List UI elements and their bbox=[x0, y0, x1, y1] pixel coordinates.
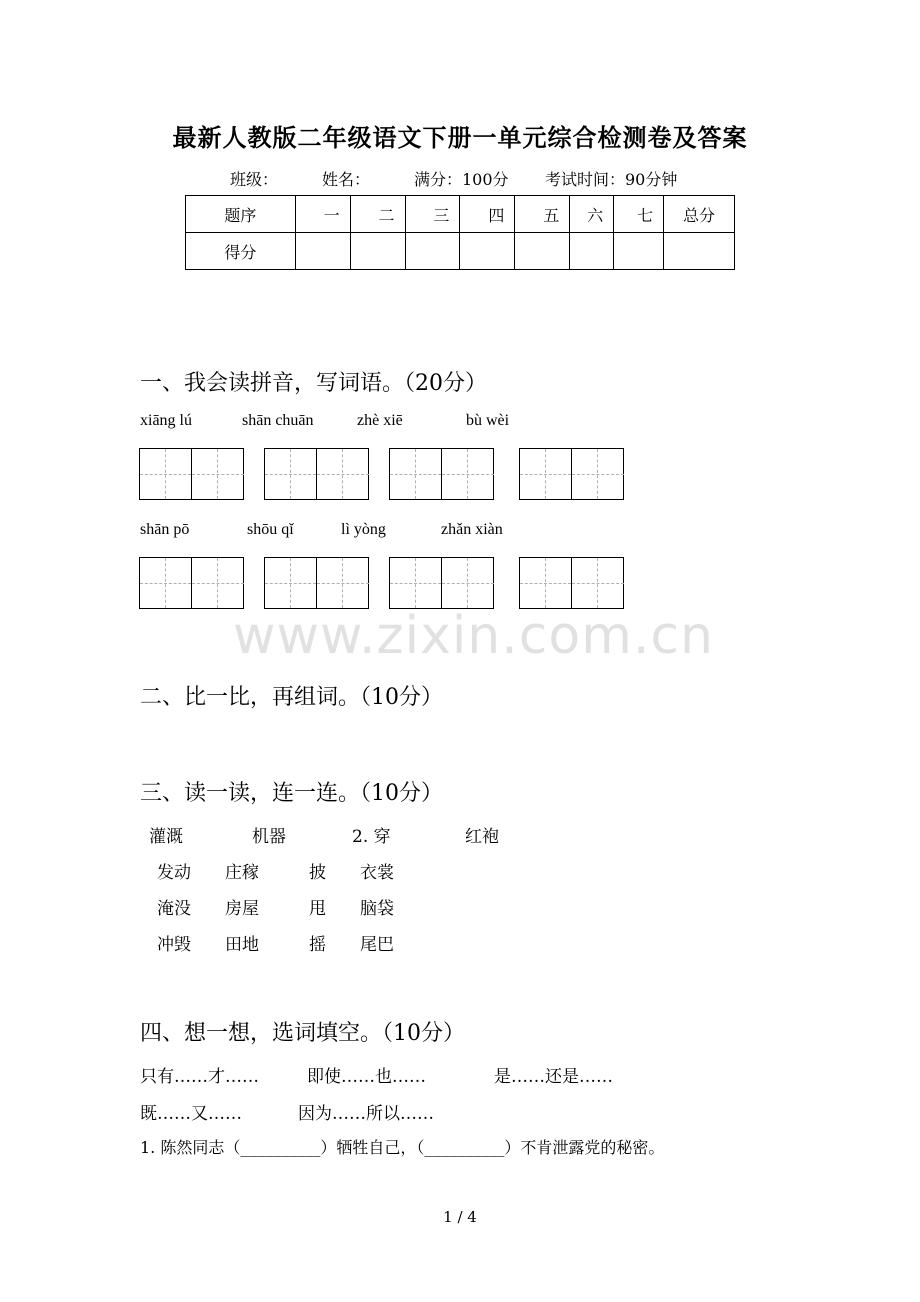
writing-grid[interactable] bbox=[139, 448, 244, 500]
score-input-cell[interactable] bbox=[614, 233, 664, 270]
conjunction-option: 只有……才…… bbox=[140, 1067, 259, 1087]
score-table-header-cell: 题序 bbox=[186, 196, 296, 233]
writing-cell[interactable] bbox=[265, 558, 317, 608]
score-table-header-cell: 总分 bbox=[664, 196, 735, 233]
score-input-cell[interactable] bbox=[460, 233, 515, 270]
match-word[interactable]: 机器 bbox=[252, 827, 286, 847]
exam-time-label: 考试时间：90分钟 bbox=[545, 170, 678, 189]
score-input-cell[interactable] bbox=[515, 233, 570, 270]
match-word[interactable]: 灌溉 bbox=[149, 827, 183, 847]
writing-cell[interactable] bbox=[520, 449, 572, 499]
match-word[interactable]: 田地 bbox=[225, 935, 259, 955]
score-table-score-row bbox=[186, 233, 735, 270]
writing-grid[interactable] bbox=[139, 557, 244, 609]
score-table bbox=[185, 195, 735, 270]
writing-cell[interactable] bbox=[192, 558, 244, 608]
score-table-header-cell: 四 bbox=[460, 196, 515, 233]
score-table-header-cell: 一 bbox=[295, 196, 350, 233]
writing-cell[interactable] bbox=[572, 558, 624, 608]
full-score-label: 满分：100分 bbox=[414, 170, 509, 189]
score-input-cell[interactable] bbox=[350, 233, 405, 270]
writing-cell[interactable] bbox=[265, 449, 317, 499]
match-word[interactable]: 冲毁 bbox=[157, 935, 191, 955]
score-table-header-cell: 五 bbox=[515, 196, 570, 233]
match-word[interactable]: 淹没 bbox=[157, 899, 191, 919]
fill-blank-question[interactable]: 1. 陈然同志（__________）牺牲自己，（__________）不肯泄露党的秘密。 bbox=[140, 1138, 665, 1157]
writing-cell[interactable] bbox=[390, 558, 442, 608]
score-table-header-cell: 二 bbox=[350, 196, 405, 233]
section4-heading: 四、想一想，选词填空。（10分） bbox=[140, 1021, 465, 1046]
writing-grid[interactable] bbox=[519, 448, 624, 500]
pinyin-label: zhè xiē bbox=[357, 412, 403, 429]
section3-heading: 三、读一读，连一连。（10分） bbox=[140, 781, 443, 806]
writing-grid[interactable] bbox=[389, 557, 494, 609]
section2-heading: 二、比一比，再组词。（10分） bbox=[140, 685, 443, 710]
match-word[interactable]: 发动 bbox=[157, 863, 191, 883]
match-word[interactable]: 庄稼 bbox=[225, 863, 259, 883]
match-word[interactable]: 房屋 bbox=[225, 899, 259, 919]
writing-cell[interactable] bbox=[192, 449, 244, 499]
page-number: 1 / 4 bbox=[443, 1208, 477, 1226]
score-input-cell[interactable] bbox=[405, 233, 460, 270]
writing-cell[interactable] bbox=[140, 449, 192, 499]
pinyin-label: lì yòng bbox=[341, 521, 386, 538]
conjunction-option: 即使……也…… bbox=[307, 1067, 426, 1087]
match-word[interactable]: 尾巴 bbox=[360, 935, 394, 955]
score-input-cell[interactable] bbox=[570, 233, 614, 270]
pinyin-label: shān chuān bbox=[242, 412, 314, 429]
pinyin-label: shān pō bbox=[140, 521, 190, 538]
writing-cell[interactable] bbox=[442, 558, 494, 608]
writing-cell[interactable] bbox=[140, 558, 192, 608]
match-word[interactable]: 摇 bbox=[309, 935, 326, 955]
match-word[interactable]: 红袍 bbox=[465, 827, 499, 847]
pinyin-label: xiāng lú bbox=[140, 412, 192, 429]
match-word[interactable]: 披 bbox=[309, 863, 326, 883]
conjunction-option: 因为……所以…… bbox=[298, 1104, 434, 1124]
class-label: 班级： bbox=[230, 170, 279, 189]
writing-cell[interactable] bbox=[520, 558, 572, 608]
writing-cell[interactable] bbox=[572, 449, 624, 499]
writing-grid[interactable] bbox=[519, 557, 624, 609]
writing-cell[interactable] bbox=[317, 558, 369, 608]
match-word[interactable]: 2. 穿 bbox=[352, 827, 391, 847]
writing-cell[interactable] bbox=[390, 449, 442, 499]
score-table-header-row bbox=[186, 196, 735, 233]
score-table-header-cell: 七 bbox=[614, 196, 664, 233]
conjunction-option: 是……还是…… bbox=[494, 1067, 613, 1087]
conjunction-option: 既……又…… bbox=[140, 1104, 242, 1124]
pinyin-label: shōu qǐ bbox=[247, 521, 294, 538]
name-label: 姓名： bbox=[322, 170, 371, 189]
score-table-header-cell: 六 bbox=[570, 196, 614, 233]
writing-grid[interactable] bbox=[264, 448, 369, 500]
watermark: www.zixin.com.cn bbox=[233, 606, 714, 666]
score-row-label: 得分 bbox=[186, 233, 296, 270]
page-title: 最新人教版二年级语文下册一单元综合检测卷及答案 bbox=[172, 123, 748, 152]
writing-cell[interactable] bbox=[442, 449, 494, 499]
section1-heading: 一、我会读拼音，写词语。（20分） bbox=[140, 371, 487, 396]
writing-cell[interactable] bbox=[317, 449, 369, 499]
score-input-cell[interactable] bbox=[295, 233, 350, 270]
writing-grid[interactable] bbox=[264, 557, 369, 609]
score-input-cell[interactable] bbox=[664, 233, 735, 270]
writing-grid[interactable] bbox=[389, 448, 494, 500]
match-word[interactable]: 脑袋 bbox=[360, 899, 394, 919]
pinyin-label: bù wèi bbox=[466, 412, 510, 429]
score-table-header-cell: 三 bbox=[405, 196, 460, 233]
match-word[interactable]: 甩 bbox=[309, 899, 326, 919]
match-word[interactable]: 衣裳 bbox=[360, 863, 394, 883]
pinyin-label: zhǎn xiàn bbox=[441, 521, 503, 538]
